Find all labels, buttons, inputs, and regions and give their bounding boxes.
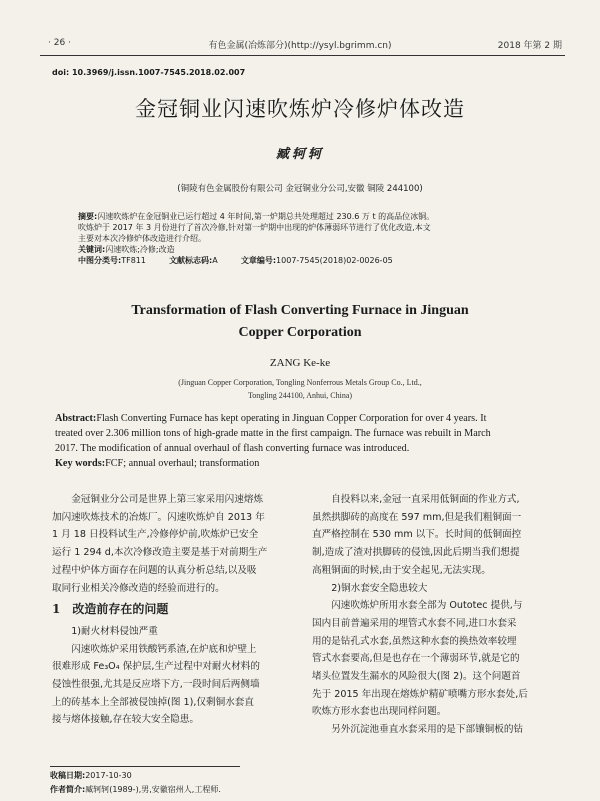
body-line: 吹炼方形水套也出现同样问题。 xyxy=(312,706,447,718)
body-line: 先于 2015 年出现在熔炼炉精矿喷嘴方形水套处,后 xyxy=(312,688,528,700)
author-cn: 臧轲轲 xyxy=(275,147,324,162)
subsection-heading: 2)铜水套安全隐患较大 xyxy=(331,582,428,594)
intro-line: 取同行业相关冷修改造的经验而进行的。 xyxy=(52,582,225,594)
issue-label: 2018 年第 2 期 xyxy=(497,41,562,51)
intro-line: 过程中炉体方面存在问题的认真分析总结,以及吸 xyxy=(52,564,257,576)
abstract-en-label: Abstract: xyxy=(55,413,97,424)
body-line: 上的砖基本上全部被侵蚀掉(图 1),仅剩铜水套直 xyxy=(52,696,254,708)
abstract-cn xyxy=(78,211,538,266)
body-line: 制,造成了渣对拱脚砖的侵蚀,因此后期当我们想提 xyxy=(312,547,520,559)
body-line: 很难形成 Fe₃O₄ 保护层,生产过程中对耐火材料的 xyxy=(52,661,260,673)
title-en: Transformation of Flash Converting Furnace in Jinguan Copper Corporation xyxy=(131,303,469,340)
body-line: 闪速吹炼炉采用铁酸钙系渣,在炉底和炉壁上 xyxy=(71,643,257,655)
body-line: 直严格控制在 530 mm 以下。长时间的低铜面控 xyxy=(312,529,522,541)
intro-line: 运行 1 294 d,本次冷修改造主要是基于对前期生产 xyxy=(52,547,268,559)
body-line: 侵蚀性很强,尤其是反应塔下方,一段时间后两侧墙 xyxy=(52,679,260,691)
journal-name: 有色金属(冶炼部分)(http://ysyl.bgrimm.cn) xyxy=(208,41,392,51)
body-line: 闪速吹炼炉所用水套全部为 Outotec 提供,与 xyxy=(331,600,523,612)
abstract-en: Abstract:Flash Converting Furnace has kept operating in Jinguan Copper Corporation for over 4 years. It treated over 2.306 million tons of high-grade matte in the first campaign. The furnace was rebuilt in March 2017. The modification of annual overhaul of flash converting furnace was introduced. Key words:FCF; annual overhaul; transformation xyxy=(55,411,555,471)
received-date: 收稿日期:2017-10-30 xyxy=(50,771,132,780)
intro-line: 1 月 18 日投料试生产,冷修停炉前,吹炼炉已安全 xyxy=(52,529,259,541)
abstract-cn-line: 吹炼炉于 2017 年 3 月份进行了首次冷修,针对第一炉期中出现的炉体薄弱环节进行了优化改造,本文 xyxy=(78,223,431,232)
body-line: 堵头位置发生漏水的风险很大(图 2)。这个问题首 xyxy=(312,671,521,683)
body-right-column xyxy=(312,491,556,739)
doi: doi: 10.3969/j.issn.1007-7545.2018.02.007 xyxy=(52,68,246,77)
keywords-cn: 关键词:闪速吹炼;冷修;改造 xyxy=(78,245,175,254)
body-line: 虽然拱脚砖的高度在 597 mm,但是我们粗铜面一 xyxy=(312,511,522,523)
section-heading: 1 改造前存在的问题 xyxy=(52,602,169,617)
footnote-rule xyxy=(50,766,240,767)
title-cn: 金冠铜业闪速吹炼炉冷修炉体改造 xyxy=(135,97,465,121)
body-left-column xyxy=(52,491,294,729)
body-line: 管式水套要高,但是也存在一个薄弱环节,就是它的 xyxy=(312,653,520,665)
abstract-cn-label: 摘要: xyxy=(78,212,98,221)
body-line: 用的是钻孔式水套,虽然这种水套的换热效率较埋 xyxy=(312,635,517,647)
abstract-cn-line: 主要对本次冷修炉体改造进行介绍。 xyxy=(78,234,206,243)
author-en: ZANG Ke-ke xyxy=(269,357,331,369)
intro-line: 金冠铜业分公司是世界上第三家采用闪速熔炼 xyxy=(71,494,264,505)
body-line: 高粗铜面的时候,由于安全起见,无法实现。 xyxy=(312,564,491,576)
affiliation-en: (Jinguan Copper Corporation, Tongling Nonferrous Metals Group Co., Ltd., Tongling 244100, Anhui, China) xyxy=(178,378,422,400)
body-line: 自投料以来,金冠一直采用低铜面的作业方式, xyxy=(331,494,520,505)
affiliation-cn: (铜陵有色金属股份有限公司 金冠铜业分公司,安徽 铜陵 244100) xyxy=(177,184,423,194)
keywords-en: Key words:FCF; annual overhaul; transformation xyxy=(55,458,260,469)
header-rule xyxy=(40,55,565,56)
abstract-cn-line: 摘要:闪速吹炼炉在金冠铜业已运行超过 4 年时间,第一炉期总共处理超过 230.6 万 t 的高品位冰铜。 xyxy=(78,212,435,221)
author-bio: 作者简介:臧轲轲(1989-),男,安徽宿州人,工程师. xyxy=(50,785,221,794)
classification-cn: 中图分类号:TF811 文献标志码:A 文章编号:1007-7545(2018)02-0026-05 xyxy=(78,256,393,265)
page-number: · 26 · xyxy=(48,38,71,48)
intro-line: 加闪速吹炼技术的冶炼厂。闪速吹炼炉自 2013 年 xyxy=(52,511,265,523)
subsection-heading: 1)耐火材料侵蚀严重 xyxy=(71,625,158,637)
body-line: 接与熔体接触,存在较大安全隐患。 xyxy=(52,714,199,726)
body-line: 国内目前普遍采用的埋管式水套不同,进口水套采 xyxy=(312,617,517,629)
body-line: 另外沉淀池垂直水套采用的是下部镶铜板的钻 xyxy=(331,724,524,736)
